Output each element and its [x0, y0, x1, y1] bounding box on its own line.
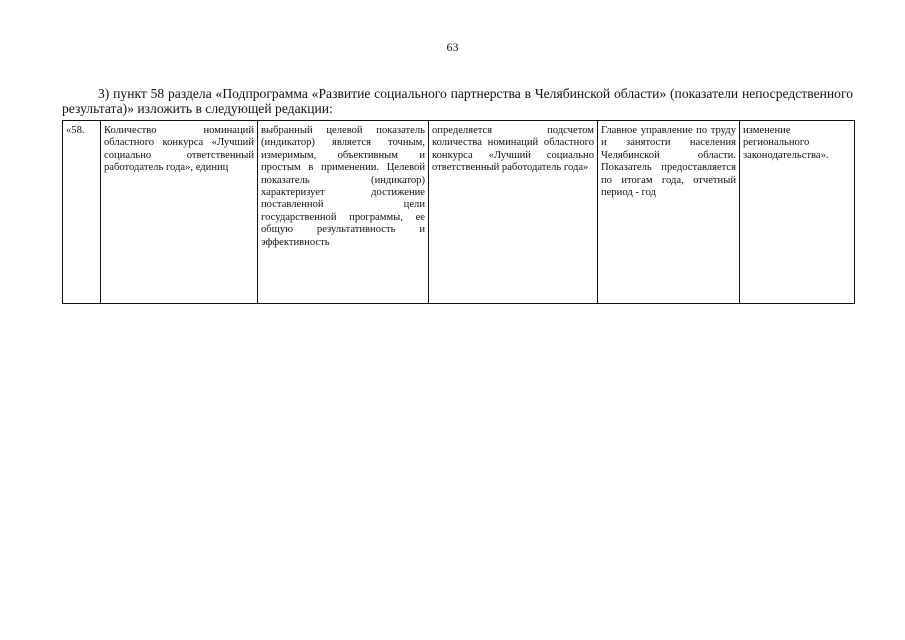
cell-calculation-method: определяется подсчетом количества номинаций областного конкурса «Лучший социально ответственный работодатель года» [429, 121, 598, 304]
cell-data-source: Главное управление по труду и занятости населения Челябинской области. Показатель предоставляется по итогам года, отчетный период - год [598, 121, 740, 304]
cell-rationale: выбранный целевой показатель (индикатор) является точным, измеримым, объективным и простым в применении. Целевой показатель (индикатор) характеризует достижение поставленной цели государственной программы, ее общую результативность и эффективность [258, 121, 429, 304]
table-row [63, 121, 855, 304]
cell-indicator-name: Количество номинаций областного конкурса «Лучший социально ответственный работодатель года», единиц [101, 121, 258, 304]
intro-paragraph: 3) пункт 58 раздела «Подпрограмма «Развитие социального партнерства в Челябинской области» (показатели непосредственного результата)» изложить в следующей редакции: [62, 86, 853, 116]
indicator-table [62, 120, 855, 304]
page-number: 63 [446, 40, 459, 54]
cell-row-number: «58. [63, 121, 101, 304]
cell-basis: изменение регионального законодательства». [740, 121, 855, 304]
